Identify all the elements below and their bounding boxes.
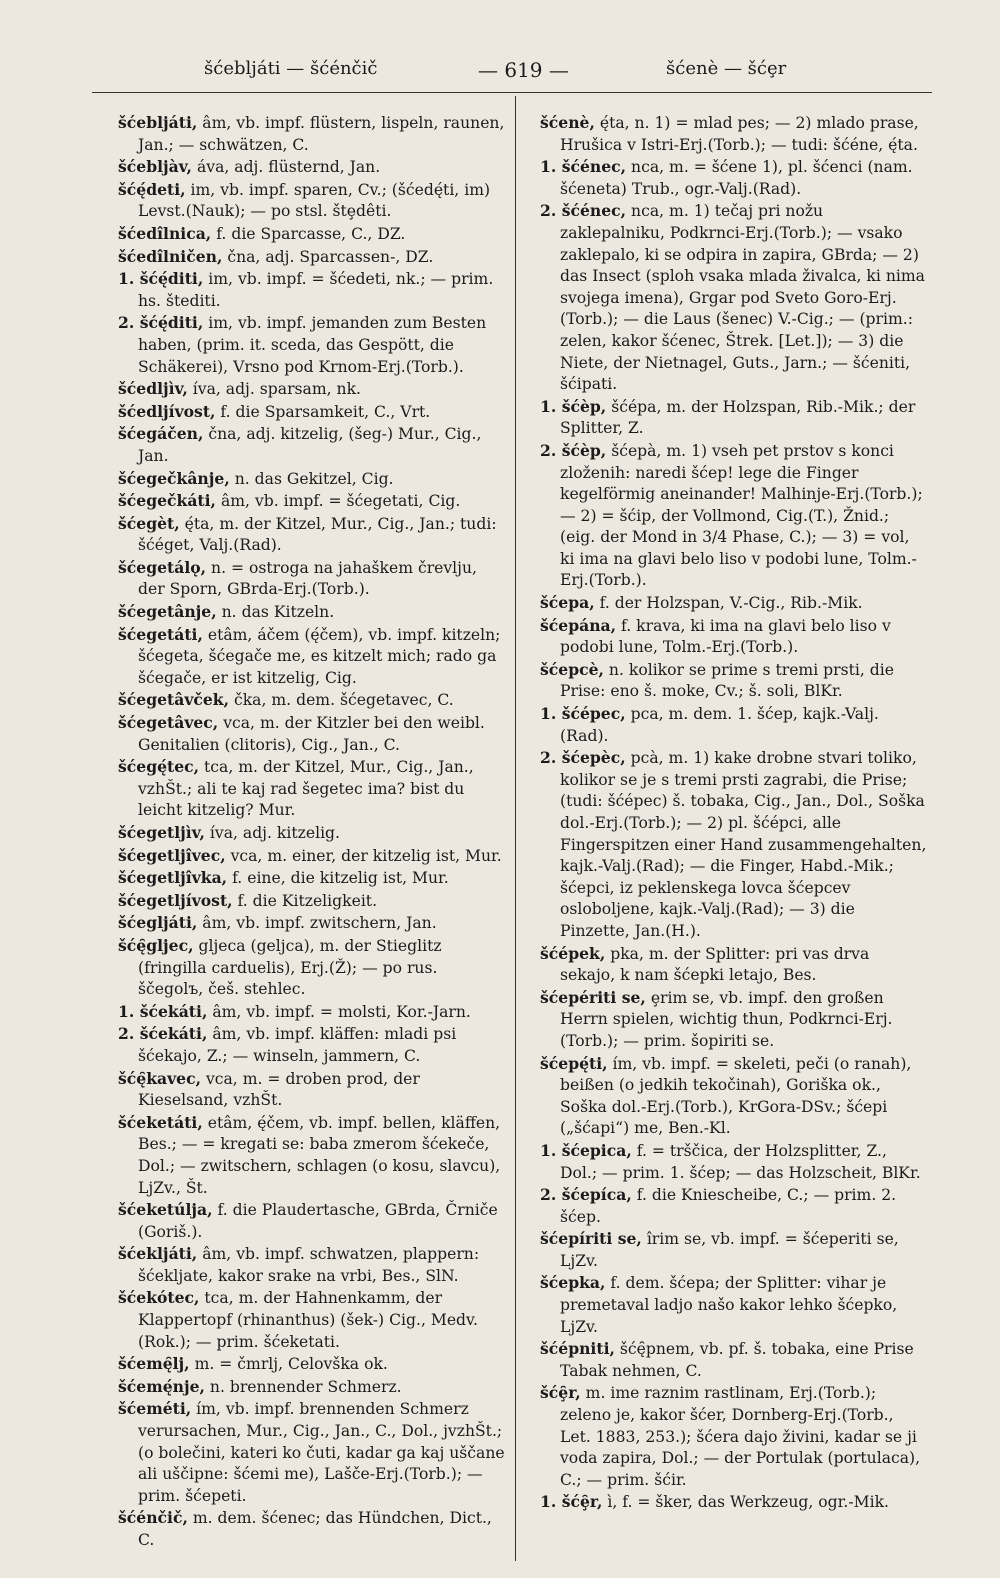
dictionary-entry xyxy=(540,703,928,747)
headword: šćebljáti, xyxy=(118,113,198,132)
dictionary-entry xyxy=(118,756,506,822)
headword: šćegáčen, xyxy=(118,424,204,444)
entry-definition: ȩrim se, vb. impf. den großen Herrn spielen, wichtig thun, Podkrnci-Erj.(Torb.); — prim. šopiriti se. xyxy=(560,988,893,1050)
entry-definition: tca, m. der Hahnenkamm, der Klappertopf (rhinanthus) (šek-) Cig., Medv.(Rok.); — prim. šćeketati. xyxy=(138,1289,478,1351)
headword: šćeketáti, xyxy=(118,1112,203,1132)
dictionary-entry xyxy=(540,440,928,592)
headword: šćepíriti se, xyxy=(540,1229,642,1249)
dictionary-entry xyxy=(118,1353,506,1376)
entry-definition: áva, adj. flüsternd, Jan. xyxy=(192,158,381,177)
headword: šćebljàv, xyxy=(118,157,192,177)
headword: šćegetâvček, xyxy=(118,690,230,710)
entry-definition: vca, m. einer, der kitzelig ist, Mur. xyxy=(225,846,502,865)
entry-definition: f. die Plaudertasche, GBrda, Črniče (Goriš.). xyxy=(138,1201,498,1241)
headword: šćedîlničen, xyxy=(118,246,223,266)
entry-definition: ì, f. = šker, das Werkzeug, ogr.-Mik. xyxy=(602,1493,889,1512)
dictionary-entry xyxy=(540,1272,928,1338)
headword: šćegetljívost, xyxy=(118,890,233,910)
entry-definition: n. das Gekitzel, Cig. xyxy=(229,469,394,488)
dictionary-entry xyxy=(118,1199,506,1243)
headword: 1. šćȩ̑r, xyxy=(540,1492,603,1512)
left-column xyxy=(118,112,506,1552)
entry-definition: šćę̑pnem, vb. pf. š. tobaka, eine Prise Tabak nehmen, C. xyxy=(560,1340,914,1380)
dictionary-entry xyxy=(540,112,928,156)
entry-definition: im, vb. impf. sparen, Cv.; (šćedę́ti, im) Levst.(Nauk); — po stsl. štȩdêti. xyxy=(138,180,491,221)
dictionary-entry xyxy=(118,912,506,935)
headword: šćę̑gljec, xyxy=(118,935,194,955)
headword: šćegetljìv, xyxy=(118,823,205,842)
dictionary-entry xyxy=(118,1287,506,1353)
dictionary-entry xyxy=(118,378,506,401)
headword: šćegečkáti, xyxy=(118,491,216,511)
dictionary-entry xyxy=(540,1140,928,1184)
dictionary-entry xyxy=(540,1228,928,1272)
entry-definition: âm, vb. impf. flüstern, lispeln, raunen, Jan.; — schwätzen, C. xyxy=(138,114,505,154)
entry-definition: vca, m. = droben prod, der Kieselsand, vzhŠt. xyxy=(138,1069,420,1110)
headword: 1. šćę́diti, xyxy=(118,269,204,289)
headword: šćeketúlja, xyxy=(118,1200,213,1220)
headword: 1. šćèp, xyxy=(540,396,607,416)
entry-definition: f. die Sparcasse, C., DZ. xyxy=(211,224,406,243)
dictionary-entry xyxy=(540,659,928,703)
dictionary-entry xyxy=(118,1398,506,1507)
entry-definition: âm, vb. impf. = šćegetati, Cig. xyxy=(215,492,461,511)
headword: šćemę́nje, xyxy=(118,1376,205,1396)
headword: šćegetljîvka, xyxy=(118,868,228,888)
headword: šćepa, xyxy=(540,593,595,613)
entry-definition: etâm, ę́čem, vb. impf. bellen, kläffen, Bes.; — = kregati se: baba zmerom šćekeče, Dol.; — zwitschern, schlagen (o kosu, slavcu), LjZv., Št. xyxy=(138,1113,501,1197)
headword: šćepę́ti, xyxy=(540,1053,608,1073)
headword: 2. šćèp, xyxy=(540,440,607,460)
entry-definition: f. der Holzspan, V.-Cig., Rib.-Mik. xyxy=(594,594,863,613)
dictionary-entry xyxy=(118,624,506,690)
entry-definition: šćépa, m. der Holzspan, Rib.-Mik.; der Splitter, Z. xyxy=(560,397,916,438)
column-divider xyxy=(515,96,516,1561)
dictionary-entry xyxy=(118,312,506,378)
dictionary-entry xyxy=(118,112,506,156)
dictionary-entry xyxy=(540,396,928,440)
entry-definition: f. = trščica, der Holzsplitter, Z., Dol.; — prim. 1. šćep; — das Holzscheit, BlKr. xyxy=(560,1141,921,1182)
entry-definition: n. das Kitzeln. xyxy=(216,603,335,622)
headword: šćegę́tec, xyxy=(118,757,200,777)
entry-definition: îrim se, vb. impf. = šćeperiti se, LjZv. xyxy=(560,1230,899,1270)
dictionary-entry xyxy=(540,1491,928,1514)
dictionary-entry xyxy=(118,1023,506,1067)
dictionary-entry xyxy=(118,513,506,557)
dictionary-entry xyxy=(118,1112,506,1199)
dictionary-entry xyxy=(540,1338,928,1382)
dictionary-entry xyxy=(118,246,506,269)
entry-definition: âm, vb. impf. = molsti, Kor.-Jarn. xyxy=(207,1002,471,1021)
dictionary-entry xyxy=(540,200,928,395)
dictionary-entry xyxy=(540,943,928,987)
headword: šćemę̑lj, xyxy=(118,1354,190,1374)
entry-definition: m. dem. šćenec; das Hündchen, Dict., C. xyxy=(138,1509,492,1549)
dictionary-entry xyxy=(118,468,506,491)
headword: šćegetânje, xyxy=(118,602,217,622)
header-right-guideword: šćenè — šćȩr xyxy=(666,58,787,79)
dictionary-entry xyxy=(540,1053,928,1140)
headword: šćekótec, xyxy=(118,1288,200,1308)
dictionary-entry xyxy=(118,223,506,246)
dictionary-entry xyxy=(540,1184,928,1228)
dictionary-entry xyxy=(118,179,506,223)
entry-definition: m. = čmrlj, Celovška ok. xyxy=(189,1355,388,1374)
dictionary-entry xyxy=(118,557,506,601)
entry-definition: âm, vb. impf. schwatzen, plappern: šćekljate, kakor srake na vrbi, Bes., SlN. xyxy=(138,1245,480,1285)
entry-definition: etâm, áčem (ę́čem), vb. impf. kitzeln; šćegeta, šćegače me, es kitzelt mich; rado ga šćegače, er ist kitzelig, Cig. xyxy=(138,625,501,687)
dictionary-entry xyxy=(118,689,506,712)
entry-definition: šćepà, m. 1) vseh pet prstov s konci zloženih: naredi šćep! lege die Finger kegelförmig aneinander! Malhinje-Erj.(Torb.); — 2) = šćip, der Vollmond, Cig.(T.), Žnid.; (eig. der Mond in 3/4 Phase, C.); — 3) = vol, ki ima na glavi belo liso v podobi lune, Tolm.-Erj.(Torb.). xyxy=(560,441,923,590)
headword: šćépniti, xyxy=(540,1339,615,1359)
headword: šćegetálǫ, xyxy=(118,557,207,577)
headword: šćeméti, xyxy=(118,1399,192,1419)
entry-definition: íva, adj. kitzelig. xyxy=(204,824,340,842)
headword: šćegečkânje, xyxy=(118,468,230,488)
headword: šćénčič, xyxy=(118,1508,188,1528)
dictionary-entry xyxy=(540,615,928,659)
dictionary-entry xyxy=(118,423,506,467)
headword: šćę̑kavec, xyxy=(118,1068,202,1088)
dictionary-entry xyxy=(118,867,506,890)
entry-definition: čna, adj. kitzelig, (šeg-) Mur., Cig., Jan. xyxy=(138,425,482,465)
dictionary-entry xyxy=(118,935,506,1001)
headword: šćedljívost, xyxy=(118,401,216,421)
headword: šćepána, xyxy=(540,615,617,635)
headword: 2. šćepèc, xyxy=(540,748,626,768)
headword: 1. šćekáti, xyxy=(118,1001,208,1021)
headword: šćenè, xyxy=(540,113,595,132)
entry-definition: tca, m. der Kitzel, Mur., Cig., Jan., vzhŠt.; ali te kaj rad šegetec ima? bist du leicht kitzelig? Mur. xyxy=(138,758,474,820)
dictionary-entry xyxy=(540,156,928,200)
dictionary-entry xyxy=(118,1068,506,1112)
entry-definition: n. kolikor se prime s tremi prsti, die Prise: eno š. moke, Cv.; š. soli, BlKr. xyxy=(560,660,894,701)
dictionary-entry xyxy=(540,1382,928,1491)
entry-definition: nca, m. 1) tečaj pri nožu zaklepalniku, Podkrnci-Erj.(Torb.); — vsako zaklepalo, ki se odpira in zapira, GBrda; — 2) das Insect (sploh vsaka mlada živalca, ki nima svojega imena), Grgar pod Sveto Goro-Erj.(Torb.); — die Laus (šenec) V.-Cig.; — (prim.: zelen, kakor šćenec, Štrek. [Let.]); — 3) die Niete, der Nietnagel, Guts., Jarn.; — šćeniti, šćipati. xyxy=(560,202,925,394)
entry-definition: čna, adj. Sparcassen-, DZ. xyxy=(222,247,434,266)
headword: 1. šćénec, xyxy=(540,157,627,177)
entry-definition: nca, m. = šćene 1), pl. šćenci (nam. šćeneta) Trub., ogr.-Valj.(Rad). xyxy=(560,158,913,198)
dictionary-entry xyxy=(118,156,506,179)
dictionary-entry xyxy=(118,1376,506,1399)
page-number: — 619 — xyxy=(478,58,569,82)
headword: šćegèt, xyxy=(118,513,180,533)
dictionary-entry xyxy=(118,822,506,845)
dictionary-entry xyxy=(118,845,506,868)
headword: šćépek, xyxy=(540,943,606,963)
dictionary-entry xyxy=(118,1507,506,1551)
dictionary-entry xyxy=(118,712,506,756)
headword: šćepériti se, xyxy=(540,987,646,1007)
entry-definition: âm, vb. impf. zwitschern, Jan. xyxy=(197,914,437,933)
running-header xyxy=(100,58,930,88)
headword: šćepcè, xyxy=(540,659,604,679)
headword: šćegetâvec, xyxy=(118,713,219,733)
entry-definition: ę́ta, m. der Kitzel, Mur., Cig., Jan.; tudi: šćéget, Valj.(Rad). xyxy=(138,514,497,555)
entry-definition: gljeca (geljca), m. der Stieglitz (fringilla carduelis), Erj.(Ž); — po rus. ščegolъ, češ. stehlec. xyxy=(138,936,442,999)
headword: šćekljáti, xyxy=(118,1244,198,1264)
right-column xyxy=(540,112,928,1514)
header-rule xyxy=(92,92,932,93)
header-left-guideword: šćebljáti — šćénčič xyxy=(204,58,378,79)
headword: 2. šćekáti, xyxy=(118,1024,208,1044)
headword: šćepka, xyxy=(540,1273,606,1293)
headword: 2. šćę́diti, xyxy=(118,313,204,333)
entry-definition: čka, m. dem. šćegetavec, C. xyxy=(229,691,454,710)
entry-definition: ím, vb. impf. = skeleti, peči (o ranah), beißen (o jedkih tekočinah), Goriška ok., Soška dol.-Erj.(Torb.), KrGora-DSv.; šćepi („šćapi“) me, Ben.-Kl. xyxy=(560,1054,912,1138)
headword: 1. šćepica, xyxy=(540,1140,632,1160)
headword: šćegetáti, xyxy=(118,624,203,644)
entry-definition: pka, m. der Splitter: pri vas drva sekajo, k nam šćepki letajo, Bes. xyxy=(560,944,870,985)
headword: 1. šćépec, xyxy=(540,704,626,724)
entry-definition: f. dem. šćepa; der Splitter: vihar je premetaval ladjo našo kakor lehko šćepko, LjZv. xyxy=(560,1274,898,1336)
headword: šćedljìv, xyxy=(118,379,188,399)
dictionary-entry xyxy=(118,601,506,624)
entry-definition: m. ime raznim rastlinam, Erj.(Torb.); zeleno je, kakor šćer, Dornberg-Erj.(Torb., Let. 1883, 253.); šćera dajo živini, kadar se ji voda zapira, Dol.; — der Portulak (portulaca), C.; — prim. šćir. xyxy=(560,1384,921,1489)
headword: šćȩ̑r, xyxy=(540,1383,581,1403)
entry-definition: n. = ostroga na jahaškem črevlju, der Sporn, GBrda-Erj.(Torb.). xyxy=(138,558,478,599)
entry-definition: vca, m. der Kitzler bei den weibl. Genitalien (clitoris), Cig., Jan., C. xyxy=(138,714,485,754)
dictionary-entry xyxy=(540,987,928,1053)
headword: 2. šćénec, xyxy=(540,201,627,221)
dictionary-entry xyxy=(540,592,928,615)
dictionary-entry xyxy=(118,1243,506,1287)
entry-definition: pca, m. dem. 1. šćep, kajk.-Valj. (Rad). xyxy=(560,705,879,745)
entry-definition: pcà, m. 1) kake drobne stvari toliko, kolikor se je s tremi prsti zagrabi, die Prise; (tudi: šćépec) š. tobaka, Cig., Jan., Dol., Soška dol.-Erj.(Torb.); — 2) pl. šćépci, alle Fingerspitzen einer Hand zusammengehalten, kajk.-Valj.(Rad); — die Finger, Habd.-Mik.; šćepci, iz peklenskega lovca šćepcev osloboljene, kajk.-Valj.(Rad); — 3) die Pinzette, Jan.(H.). xyxy=(560,749,927,940)
dictionary-entry xyxy=(118,890,506,913)
headword: 2. šćepíca, xyxy=(540,1185,632,1205)
entry-definition: íva, adj. sparsam, nk. xyxy=(187,380,361,399)
entry-definition: f. die Kitzeligkeit. xyxy=(232,891,378,910)
entry-definition: ę́ta, n. 1) = mlad pes; — 2) mlado prase, Hrušica v Istri-Erj.(Torb.); — tudi: šćéne, ę́ta. xyxy=(560,114,919,154)
entry-definition: f. krava, ki ima na glavi belo liso v podobi lune, Tolm.-Erj.(Torb.). xyxy=(560,616,891,657)
entry-definition: n. brennender Schmerz. xyxy=(204,1377,402,1396)
headword: šćegetljîvec, xyxy=(118,845,226,865)
dictionary-entry xyxy=(118,490,506,513)
dictionary-entry xyxy=(540,747,928,942)
entry-definition: âm, vb. impf. kläffen: mladi psi šćekajo, Z.; — winseln, jammern, C. xyxy=(138,1025,457,1065)
entry-definition: im, vb. impf. = šćedeti, nk.; — prim. hs. štediti. xyxy=(138,270,494,310)
dictionary-entry xyxy=(118,1001,506,1024)
entry-definition: f. eine, die kitzelig ist, Mur. xyxy=(227,869,449,888)
entry-definition: im, vb. impf. jemanden zum Besten haben, (prim. it. sceda, das Gespött, die Schäkerei), Vrsno pod Krnom-Erj.(Torb.). xyxy=(138,314,487,376)
entry-definition: ím, vb. impf. brennenden Schmerz verursachen, Mur., Cig., Jan., C., Dol., jvzhŠt.; (o bolečini, kateri ko čuti, kadar ga kaj uščane ali uščipne: šćemi me), Lašče-Erj.(Torb.); — prim. šćepeti. xyxy=(138,1400,505,1505)
headword: šćegljáti, xyxy=(118,913,198,933)
headword: šćedîlnica, xyxy=(118,223,212,243)
dictionary-entry xyxy=(118,401,506,424)
entry-definition: f. die Sparsamkeit, C., Vrt. xyxy=(215,402,431,421)
headword: šćę́deti, xyxy=(118,179,186,199)
entry-definition: f. die Kniescheibe, C.; — prim. 2. šćep. xyxy=(560,1186,897,1226)
dictionary-entry xyxy=(118,268,506,312)
